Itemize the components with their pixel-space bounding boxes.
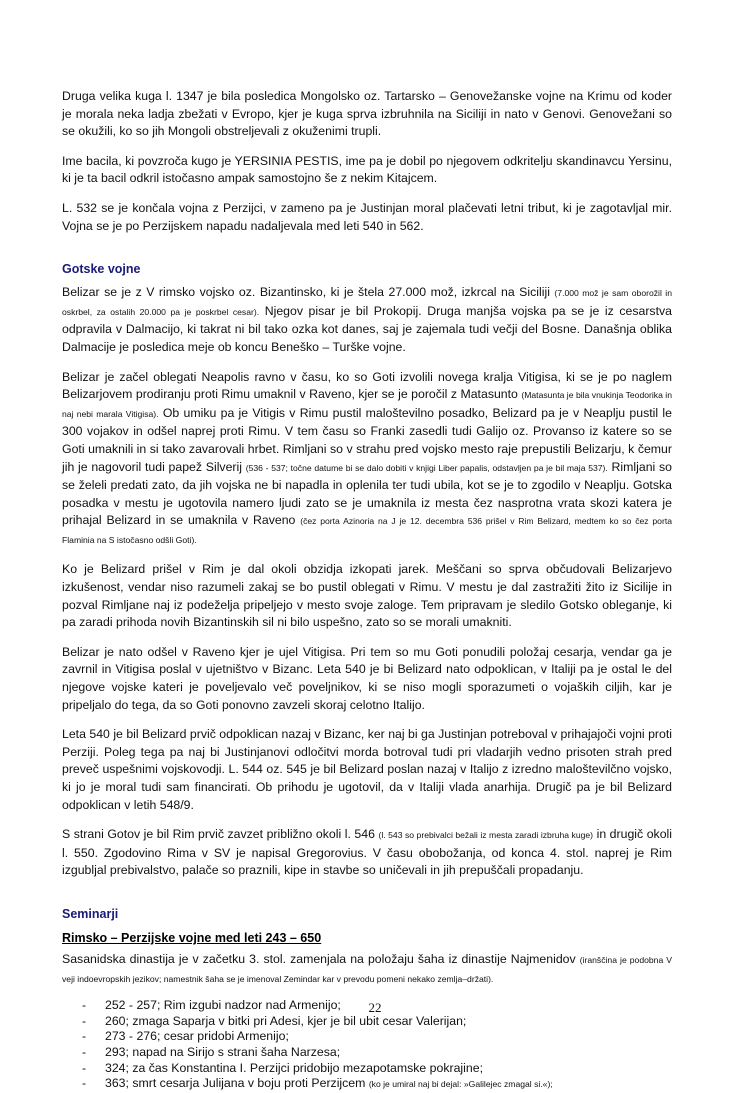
list-item — [62, 1014, 672, 1030]
list-item — [62, 1045, 672, 1061]
page-number: 22 — [368, 1000, 382, 1015]
item-text: 324; za čas Konstantina I. Perzijci pridobijo mezapotamske pokrajine; — [105, 1060, 483, 1075]
dash-bullet: - — [82, 1076, 87, 1091]
note: (Matasunta je bila vnukinja Teodorika in naj nebi marala Vitigisa). — [62, 390, 672, 419]
list-item — [62, 1061, 672, 1077]
text: Belizar je začel oblegati Neapolis ravno v času, ko so Goti izvolili novega kralja Vitigisa, ki se je po naglem Belizarjovem prodiranju proti Rimu umaknil v Raveno, kjer se je poročil z Matasunto — [62, 369, 672, 402]
note: (536 - 537; točne datume bi se dalo dobiti v knjigi Liber papalis, odstavljen pa je bil maja 537). — [245, 462, 608, 473]
item-note: (ko je umiral naj bi dejal: »Galilejec zmagal si.«); — [368, 1079, 553, 1090]
section-heading-gotske-vojne: Gotske vojne — [62, 262, 141, 277]
subheading-roman-persian-wars: Rimsko – Perzijske vojne med leti 243 – 650 — [62, 930, 322, 945]
paragraph-yersinia: Ime bacila, ki povzroča kugo je YERSINIA PESTIS, ime pa je dobil po njegovem odkritelju skandinavcu Yersinu, ki je ta bacil odkril istočasno ampak samostojno še z nekim Kitajcem. — [62, 153, 672, 186]
list-item — [62, 1029, 672, 1045]
text: Njegov pisar je bil Prokopij. Druga manjša vojska pa se je iz cesarstva odpravila v Dalmacijo, ki takrat ni bil tako ozka kot danes, saj je zajemala tudi večji del Bosne. Današnja oblika Dalmacije je posledica meje ob koncu Beneško – Turške vojne. — [62, 303, 672, 354]
text: in drugič okoli l. 550. Zgodovino Rima v SV je napisal Gregorovius. V času obobožanja, od konca 4. stol. naprej je Rim izgubljal prebivalstvo, palače so praznili, kipe in stavbe so uničevali in jih prepuščali propadanju. — [62, 827, 673, 878]
list-item — [62, 1076, 672, 1093]
section-heading-seminarji: Seminarji — [62, 906, 119, 921]
paragraph-recall: Leta 540 je bil Belizard prvič odpoklican nazaj v Bizanc, ker naj bi ga Justinjan potreboval v prihajajoči vojni proti Perziji. Poleg tega pa naj bi Justinjanovi odločitvi morda botroval tudi pri vladarjih vedno prisoten strah pred preveč uspešnimi vojskovodji. L. 544 oz. 545 je bil Belizard poslan nazaj v Italijo z izredno maloštevilčno vojsko, ki jo je moral tudi sam financirati. Ob prihodu je ugotovil, da v Italiji vlada anarhija. Drugič pa je bil Belizard odpoklican v letih 548/9. — [62, 727, 672, 812]
paragraph-rome-siege: Ko je Belizard prišel v Rim je dal okoli obzidja izkopati jarek. Meščani so sprva občudovali Belizarjevo izkušenost, vendar niso razumeli zakaj se bo pustil oblegati v Rimu. V mestu je dal zastražiti žito iz Sicilije in pozval Rimljane naj iz podeželja pripeljejo v mesto svoje zaloge. Tem pripravam je sledilo Gotsko obleganje, ki pa zaradi prihoda novih Bizantinskih sil ni bilo uspešno, zato so se morali umakniti. — [62, 562, 672, 630]
dash-bullet: - — [82, 1044, 87, 1059]
paragraph-rome-taken — [62, 826, 672, 880]
paragraph-neapolis — [62, 369, 672, 550]
item-text: 273 - 276; cesar pridobi Armenijo; — [105, 1029, 289, 1044]
document-page — [62, 88, 672, 1093]
text: Sasanidska dinastija je v začetku 3. stol. zamenjala na položaju šaha iz dinastije Najmenidov — [62, 951, 580, 966]
paragraph-plague: Druga velika kuga l. 1347 je bila posledica Mongolsko oz. Tartarsko – Genovežanske vojne na Krimu od koder je morala neka ladja zbežati v Evropo, kjer je kuga sprva izbruhnila na Siciliji in nato v Genovi. Genovežani so se okužili, ko so jih Mongoli obstreljevali z okuženimi trupli. — [62, 89, 672, 139]
paragraph-belizar-sicily — [62, 284, 672, 356]
paragraph-persian-war: L. 532 se je končala vojna z Perzijci, v zameno pa je Justinjan moral plačevati letni tribut, ki je zagotavljal mir. Vojna se je po Perzijskem napadu nadaljevala med leti 540 in 562. — [62, 200, 672, 233]
paragraph-sasanid — [62, 951, 672, 988]
text: Ob umiku pa je Vitigis v Rimu pustil maloštevilno posadko, Belizard pa je v Neaplju pustil le 300 vojakov in odšel naprej proti Rimu. V tem času so Franki zasedli tudi Galijo oz. Provanso iz katere so se Goti umaknili in si tako zavarovali hrbet. Rimljani so v strahu pred vojsko mesto raje prepustili Belizarju, k čemur jih je nagovoril tudi papež Silverij — [62, 405, 672, 474]
item-text: 252 - 257; Rim izgubi nadzor nad Armenijo; — [105, 998, 341, 1013]
dash-bullet: - — [82, 1013, 87, 1028]
item-text: 260; zmaga Saparja v bitki pri Adesi, kjer je bil ubit cesar Valerijan; — [105, 1013, 467, 1028]
dash-bullet: - — [82, 998, 87, 1013]
note: (7.000 mož je sam oborožil in oskrbel, za ostalih 20.000 pa je poskrbel cesar). — [62, 288, 672, 317]
text: Rimljani so se želeli predati zato, da jih vojska ne bi napadla in oplenila ter tudi ubila, kot se je to zgodilo v Neaplju. Gotska posadka v mestu je ugotovila namero ljudi zato se je umaknila iz mesta čez nasprotna vrata skozi katera je prihajal Belizard in se umaknila v Raveno — [62, 459, 672, 528]
dash-bullet: - — [82, 1029, 87, 1044]
note: (čez porta Azinoria na J je 12. decembra 536 prišel v Rim Belizard, medtem ko so čez porta Flaminia na S istočasno odšli Goti). — [62, 516, 672, 545]
note: (l. 543 so prebivalci bežali iz mesta zaradi izbruha kuge) — [378, 830, 594, 841]
item-text: 363; smrt cesarja Julijana v boju proti Perzijcem — [105, 1076, 369, 1091]
note: (iranščina je podobna V veji indoevropskih jezikov; namestnik šaha se je imenoval Zemindar kar v prevodu pomeni nekako zemlja–držati). — [62, 954, 672, 984]
text: S strani Gotov je bil Rim prvič zavzet približno okoli l. 546 — [62, 827, 379, 842]
text: Belizar se je z V rimsko vojsko oz. Bizantinsko, ki je štela 27.000 mož, izkrcal na Siciliji — [62, 285, 555, 300]
item-text: 293; napad na Sirijo s strani šaha Narzesa; — [105, 1044, 341, 1059]
dash-bullet: - — [82, 1060, 87, 1075]
paragraph-ravenna: Belizar je nato odšel v Raveno kjer je ujel Vitigisa. Pri tem so mu Goti ponudili položaj cesarja, vendar ga je zavrnil in Vitigisa poslal v ujetništvo v Bizanc. Leta 540 je bi Belizard nato odpoklican, v Italiji pa je ostal le del njegove vojske kateri je poveljevalo več poveljnikov, ki se niso mogli sporazumeti o vojaških ciljih, kar je pripeljalo do tega, da so Goti ponovno zavzeli skoraj celotno Italijo. — [62, 644, 672, 712]
